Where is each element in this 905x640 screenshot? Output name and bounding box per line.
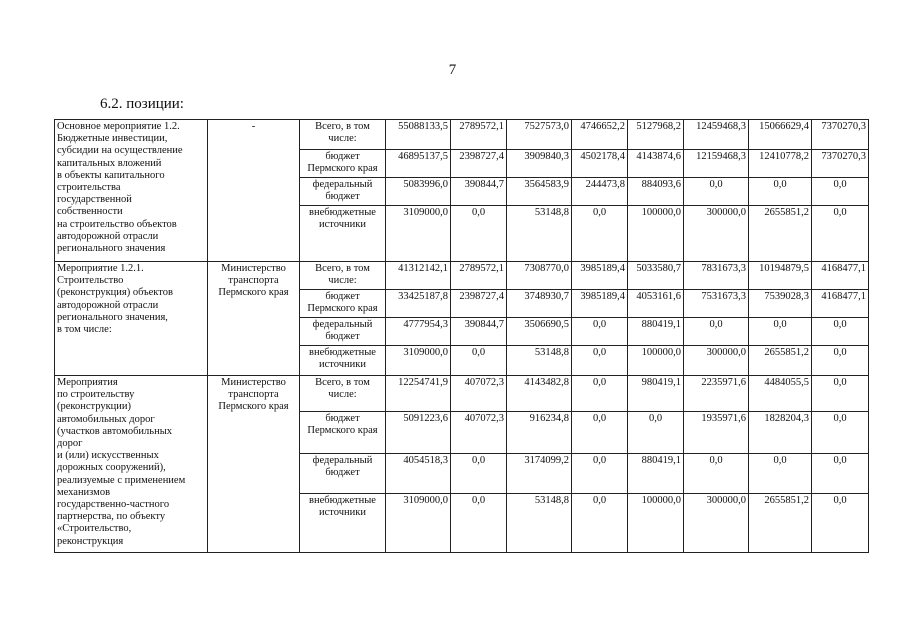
value-cell: 0,0 [812, 454, 869, 494]
value-cell: 12410778,2 [749, 150, 812, 178]
funding-source: Всего, в том числе: [300, 120, 386, 150]
value-cell: 3109000,0 [386, 494, 451, 553]
value-cell: 3985189,4 [572, 262, 628, 290]
executor: Министерство транспорта Пермского края [208, 376, 300, 553]
value-cell: 0,0 [684, 318, 749, 346]
value-cell: 3564583,9 [507, 178, 572, 206]
value-cell: 4054518,3 [386, 454, 451, 494]
value-cell: 4143482,8 [507, 376, 572, 412]
value-cell: 5033580,7 [628, 262, 684, 290]
value-cell: 300000,0 [684, 494, 749, 553]
value-cell: 100000,0 [628, 206, 684, 262]
value-cell: 1828204,3 [749, 412, 812, 454]
activity-name-line: строительства [57, 182, 121, 194]
value-cell: 0,0 [812, 318, 869, 346]
value-cell: 0,0 [749, 318, 812, 346]
value-cell: 300000,0 [684, 206, 749, 262]
activity-name-line: (участков автомобильных [57, 425, 173, 437]
value-cell: 0,0 [628, 412, 684, 454]
value-cell: 4143874,6 [628, 150, 684, 178]
value-cell: 880419,1 [628, 318, 684, 346]
value-cell: 100000,0 [628, 494, 684, 553]
value-cell: 0,0 [572, 412, 628, 454]
value-cell: 3506690,5 [507, 318, 572, 346]
funding-source: Всего, в том числе: [300, 376, 386, 412]
activity-name-line: (реконструкции) [57, 401, 132, 413]
activity-name-line: Мероприятие 1.2.1. [57, 263, 144, 274]
activity-name-line: автодорожной отрасли [57, 230, 159, 242]
value-cell: 0,0 [812, 206, 869, 262]
value-cell: 407072,3 [451, 412, 507, 454]
value-cell: 53148,8 [507, 494, 572, 553]
table-row [55, 120, 869, 150]
value-cell: 10194879,5 [749, 262, 812, 290]
value-cell: 3174099,2 [507, 454, 572, 494]
executor: Министерство транспорта Пермского края [208, 262, 300, 376]
value-cell: 5083996,0 [386, 178, 451, 206]
activity-name-line: дорог [57, 438, 83, 450]
value-cell: 53148,8 [507, 346, 572, 376]
activity-name-line: регионального значения [57, 243, 166, 255]
value-cell: 7531673,3 [684, 290, 749, 318]
value-cell: 244473,8 [572, 178, 628, 206]
funding-source: бюджет Пермского края [300, 290, 386, 318]
activity-name-line: партнерства, по объекту [57, 511, 166, 523]
value-cell: 880419,1 [628, 454, 684, 494]
value-cell: 7527573,0 [507, 120, 572, 150]
funding-source: Всего, в том числе: [300, 262, 386, 290]
value-cell: 916234,8 [507, 412, 572, 454]
executor: - [208, 120, 300, 262]
funding-source: федеральный бюджет [300, 454, 386, 494]
table-row [55, 376, 869, 412]
page-number: 7 [448, 62, 457, 78]
activity-name-line: по строительству [57, 389, 135, 401]
activity-name-line: на строительство объектов [57, 218, 177, 230]
activity-name-line: капитальных вложений [57, 157, 162, 169]
value-cell: 4502178,4 [572, 150, 628, 178]
value-cell: 2655851,2 [749, 206, 812, 262]
value-cell: 0,0 [749, 454, 812, 494]
value-cell: 0,0 [812, 412, 869, 454]
value-cell: 2398727,4 [451, 290, 507, 318]
value-cell: 3909840,3 [507, 150, 572, 178]
activity-name-line: субсидии на осуществление [57, 145, 183, 157]
value-cell: 4746652,2 [572, 120, 628, 150]
value-cell: 12159468,3 [684, 150, 749, 178]
value-cell: 2789572,1 [451, 120, 507, 150]
value-cell: 0,0 [572, 318, 628, 346]
value-cell: 980419,1 [628, 376, 684, 412]
value-cell: 4484055,5 [749, 376, 812, 412]
value-cell: 0,0 [572, 346, 628, 376]
activity-name-line: государственно-частного [57, 499, 170, 511]
value-cell: 0,0 [451, 454, 507, 494]
funding-source: внебюджетные источники [300, 206, 386, 262]
value-cell: 300000,0 [684, 346, 749, 376]
value-cell: 0,0 [749, 178, 812, 206]
value-cell: 7370270,3 [812, 120, 869, 150]
value-cell: 3109000,0 [386, 206, 451, 262]
activity-name-line: собственности [57, 206, 123, 218]
activity-name [55, 376, 208, 553]
activity-name-line: регионального значения, [57, 311, 168, 323]
value-cell: 100000,0 [628, 346, 684, 376]
value-cell: 1935971,6 [684, 412, 749, 454]
activity-name-line: (реконструкция) объектов [57, 287, 173, 299]
value-cell: 2235971,6 [684, 376, 749, 412]
value-cell: 0,0 [684, 454, 749, 494]
activity-name [55, 262, 208, 376]
value-cell: 0,0 [572, 376, 628, 412]
funding-source: внебюджетные источники [300, 494, 386, 553]
activity-name [55, 120, 208, 262]
value-cell: 5091223,6 [386, 412, 451, 454]
value-cell: 7539028,3 [749, 290, 812, 318]
section-title: 6.2. позиции: [100, 96, 184, 112]
value-cell: 0,0 [684, 178, 749, 206]
value-cell: 15066629,4 [749, 120, 812, 150]
value-cell: 0,0 [812, 376, 869, 412]
value-cell: 0,0 [572, 454, 628, 494]
value-cell: 2655851,2 [749, 346, 812, 376]
value-cell: 3985189,4 [572, 290, 628, 318]
activity-name-line: автомобильных дорог [57, 413, 155, 425]
activity-name-line: и (или) искусственных [57, 450, 159, 462]
value-cell: 390844,7 [451, 318, 507, 346]
value-cell: 2398727,4 [451, 150, 507, 178]
value-cell: 3748930,7 [507, 290, 572, 318]
value-cell: 0,0 [572, 494, 628, 553]
value-cell: 12254741,9 [386, 376, 451, 412]
funding-source: внебюджетные источники [300, 346, 386, 376]
value-cell: 5127968,2 [628, 120, 684, 150]
value-cell: 0,0 [451, 494, 507, 553]
value-cell: 0,0 [812, 178, 869, 206]
value-cell: 2789572,1 [451, 262, 507, 290]
activity-name-line: государственной [57, 194, 132, 206]
funding-source: бюджет Пермского края [300, 412, 386, 454]
value-cell: 0,0 [812, 494, 869, 553]
value-cell: 884093,6 [628, 178, 684, 206]
value-cell: 53148,8 [507, 206, 572, 262]
value-cell: 0,0 [451, 346, 507, 376]
value-cell: 2655851,2 [749, 494, 812, 553]
value-cell: 0,0 [451, 206, 507, 262]
value-cell: 7308770,0 [507, 262, 572, 290]
activity-name-line: Бюджетные инвестиции, [57, 133, 168, 145]
funding-table [54, 119, 869, 553]
activity-name-line: дорожных сооружений), [57, 462, 166, 474]
activity-name-line: Мероприятия [57, 377, 118, 388]
value-cell: 4053161,6 [628, 290, 684, 318]
value-cell: 7831673,3 [684, 262, 749, 290]
activity-name-line: механизмов [57, 486, 111, 498]
value-cell: 0,0 [572, 206, 628, 262]
value-cell: 0,0 [812, 346, 869, 376]
activity-name-line: Строительство [57, 275, 124, 287]
activity-name-line: «Строительство, [57, 523, 132, 535]
funding-source: федеральный бюджет [300, 318, 386, 346]
value-cell: 4168477,1 [812, 290, 869, 318]
value-cell: 12459468,3 [684, 120, 749, 150]
value-cell: 46895137,5 [386, 150, 451, 178]
table-row [55, 262, 869, 290]
value-cell: 4777954,3 [386, 318, 451, 346]
value-cell: 4168477,1 [812, 262, 869, 290]
value-cell: 55088133,5 [386, 120, 451, 150]
activity-name-line: автодорожной отрасли [57, 299, 159, 311]
value-cell: 3109000,0 [386, 346, 451, 376]
activity-name-line: Основное мероприятие 1.2. [57, 121, 180, 132]
activity-name-line: в том числе: [57, 324, 112, 336]
funding-source: бюджет Пермского края [300, 150, 386, 178]
value-cell: 7370270,3 [812, 150, 869, 178]
activity-name-line: реализуемые с применением [57, 474, 186, 486]
value-cell: 407072,3 [451, 376, 507, 412]
funding-source: федеральный бюджет [300, 178, 386, 206]
activity-name-line: в объекты капитального [57, 169, 165, 181]
activity-name-line: реконструкция [57, 535, 124, 547]
value-cell: 390844,7 [451, 178, 507, 206]
value-cell: 33425187,8 [386, 290, 451, 318]
value-cell: 41312142,1 [386, 262, 451, 290]
